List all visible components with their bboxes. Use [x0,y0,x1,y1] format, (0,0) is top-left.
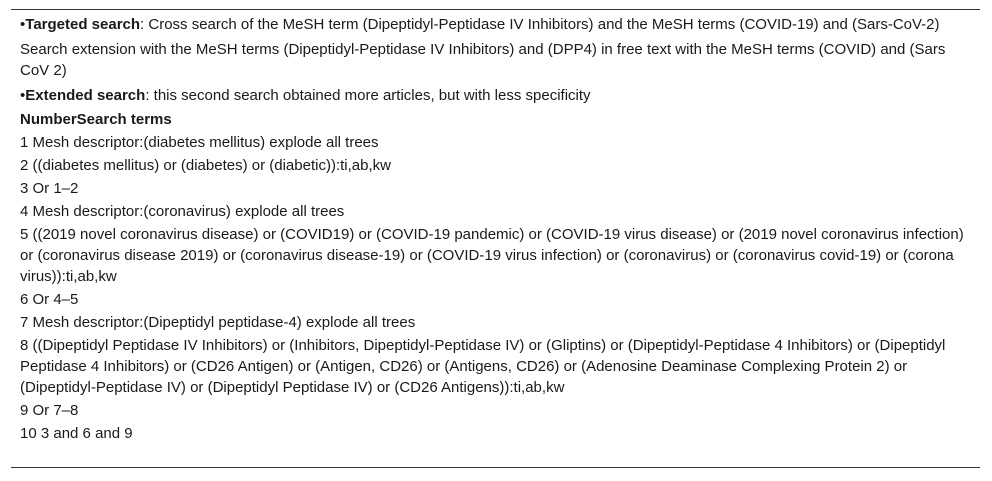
table-row: 6 Or 4–5 [20,291,79,308]
extended-search-text: : this second search obtained more articles, but with less specificity [145,87,591,104]
search-strategy-table [11,9,980,468]
table-content [20,14,965,446]
extended-search-paragraph [20,85,965,106]
table-row: 4 Mesh descriptor:(coronavirus) explode all trees [20,203,345,220]
table-row: 3 Or 1–2 [20,180,79,197]
targeted-search-text: : Cross search of the MeSH term (Dipeptidyl-Peptidase IV Inhibitors) and the MeSH terms (COVID-19) and (Sars-CoV-2) [140,16,940,33]
search-extension-paragraph: Search extension with the MeSH terms (Dipeptidyl-Peptidase IV Inhibitors) and (DPP4) in free text with the MeSH terms (COVID) and (Sars CoV 2) [20,41,946,79]
table-row: 5 ((2019 novel coronavirus disease) or (COVID19) or (COVID-19 pandemic) or (COVID-19 virus disease) or (2019 novel coronavirus infection) or (coronavirus disease 2019) or (coronavirus disease-19) or (COVID-19 virus infection) or (coronavirus) or (coronavirus covid-19) or (corona virus)):ti,ab,kw [20,226,964,285]
table-row: 9 Or 7–8 [20,402,79,419]
targeted-search-paragraph [20,14,965,35]
bullet: • [20,87,26,104]
targeted-search-label: Targeted search [25,16,141,33]
table-row: 2 ((diabetes mellitus) or (diabetes) or (diabetic)):ti,ab,kw [20,157,391,174]
table-row: 10 3 and 6 and 9 [20,425,133,442]
bullet: • [20,16,26,33]
table-header: NumberSearch terms [20,111,172,128]
table-row: 8 ((Dipeptidyl Peptidase IV Inhibitors) or (Inhibitors, Dipeptidyl-Peptidase IV) or (Gliptins) or (Dipeptidyl-Peptidase 4 Inhibitors) or (Dipeptidyl Peptidase 4 Inhibitors) or (CD26 Antigen) or (Antigen, CD26) or (Antigens, CD26) or (Adenosine Deaminase Complexing Protein 2) or (Dipeptidyl-Peptidase IV) or (Dipeptidyl Peptidase IV) or (CD26 Antigens)):ti,ab,kw [20,337,946,396]
extended-search-label: Extended search [25,87,146,104]
table-row: 1 Mesh descriptor:(diabetes mellitus) explode all trees [20,134,379,151]
table-row: 7 Mesh descriptor:(Dipeptidyl peptidase-4) explode all trees [20,314,416,331]
